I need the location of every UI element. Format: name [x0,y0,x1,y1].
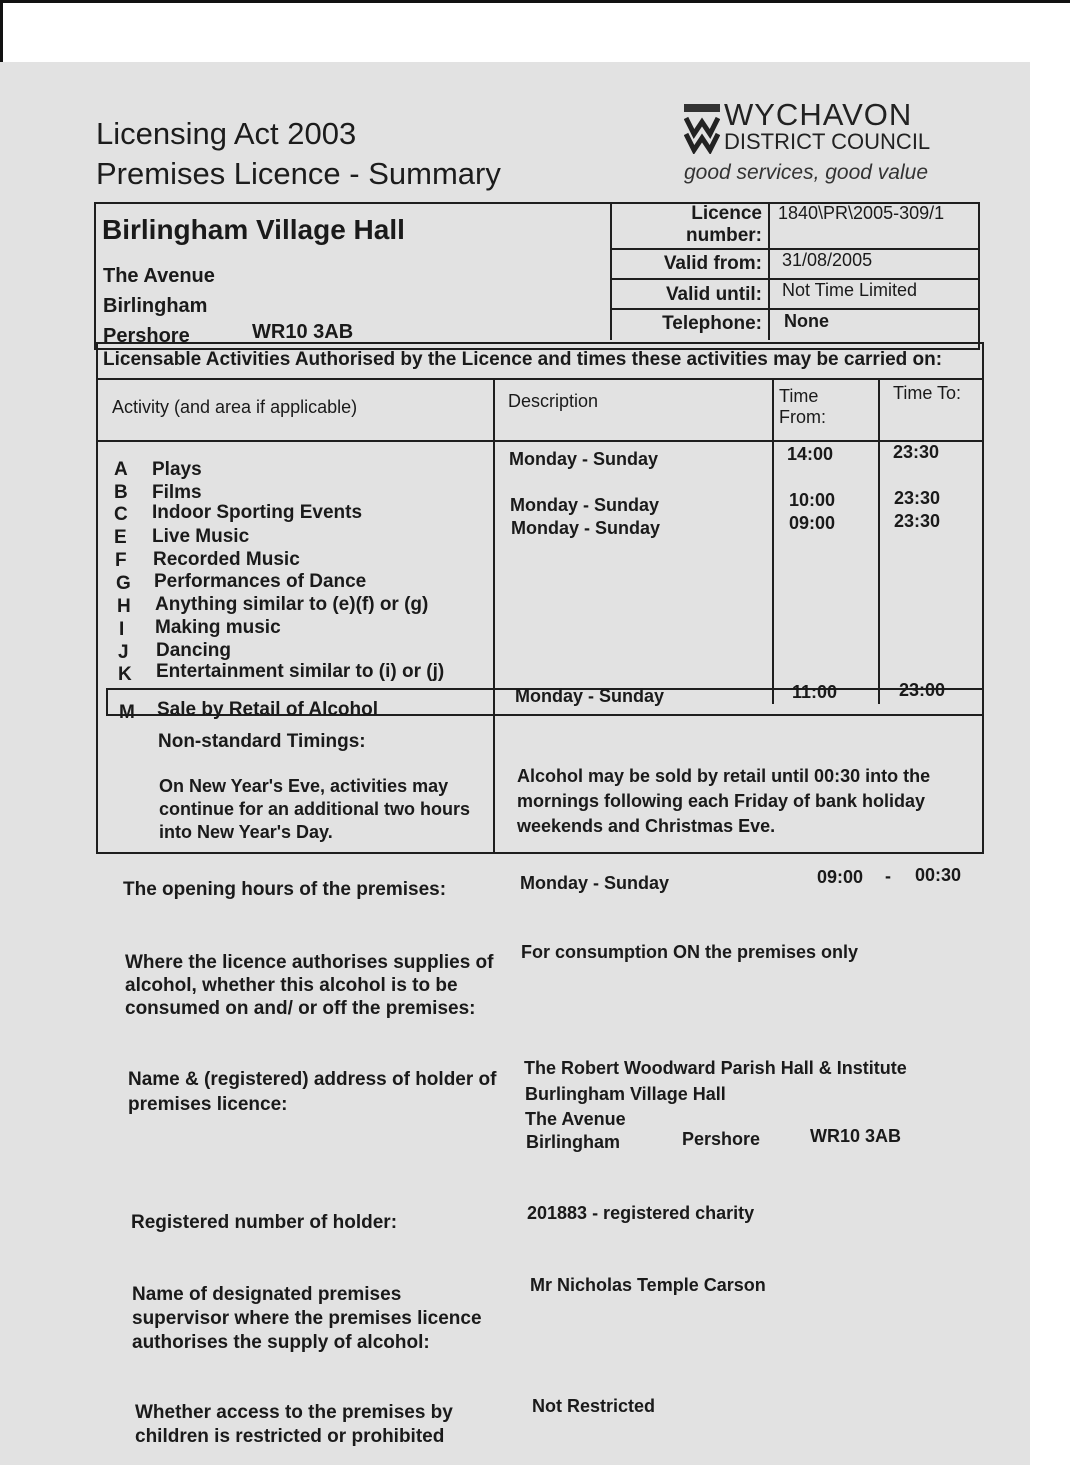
activity-code: I [119,619,125,640]
registered-number-value: 201883 - registered charity [527,1203,755,1223]
opening-hours-from: 09:00 [817,867,864,887]
activity-name: Anything similar to (e)(f) or (g) [155,594,429,615]
premises-address-line-1: The Avenue [103,265,215,287]
schedule-from: 10:00 [789,490,836,510]
council-tagline: good services, good value [684,161,928,184]
divider [106,688,108,716]
non-standard-activities-text: On New Year's Eve, activities may continue for an additional two hours into New Year's Day. [159,776,470,842]
schedule-from: 09:00 [789,513,836,533]
premises-address-line-2: Birlingham [103,295,208,317]
activity-code: C [114,504,128,525]
schedule-to: 23:30 [893,442,940,462]
opening-hours-label: The opening hours of the premises: [123,879,447,900]
alcohol-supply-label: Where the licence authorises supplies of alcohol, whether this alcohol is to be consumed on and/ or off the premises: [125,952,494,1019]
col-time-from-line-2: From: [779,407,826,427]
non-standard-alcohol-text: Alcohol may be sold by retail until 00:30 into the mornings following each Friday of bank holiday weekends and Christmas Eve. [517,766,931,836]
children-access-value: Not Restricted [532,1396,656,1416]
scan-edge-left [0,0,3,62]
activity-name: Plays [152,459,202,480]
licence-number-label [612,203,762,247]
holder-town: Birlingham [526,1132,621,1152]
telephone-value: None [784,311,829,331]
activities-heading: Licensable Activities Authorised by the Licence and times these activities may be carried on: [103,349,943,370]
council-emblem-icon [684,104,720,154]
divider [772,378,774,704]
schedule-from: 14:00 [787,444,834,464]
dps-label: Name of designated premises supervisor where the premises licence authorises the supply of alcohol: [132,1284,482,1353]
licence-number-label-line-2: number: [686,225,762,246]
col-time-from-line-1: Time [779,386,819,406]
alcohol-code: M [119,702,135,723]
opening-hours-days: Monday - Sunday [520,873,670,893]
col-time-to-header: Time To: [893,383,962,403]
title-line-2: Premises Licence - Summary [96,156,501,191]
divider [878,378,880,704]
alcohol-description: Monday - Sunday [515,686,665,706]
holder-address-line-2: Burlingham Village Hall [525,1084,726,1104]
telephone-label: Telephone: [662,313,762,334]
activity-name: Films [152,482,202,503]
licence-number: 1840\PR\2005-309/1 [778,203,945,223]
schedule-to: 23:30 [894,511,941,531]
non-standard-heading: Non-standard Timings: [158,731,366,752]
children-access-label: Whether access to the premises by children is restricted or prohibited [135,1402,453,1447]
activity-name: Live Music [152,526,250,547]
col-time-from-header [779,386,826,428]
activity-code: E [114,527,127,548]
valid-from-value: 31/08/2005 [782,250,873,270]
divider [768,202,770,340]
activity-name: Dancing [156,640,231,661]
council-name: WYCHAVON [724,97,913,132]
divider [610,308,980,310]
schedule-description: Monday - Sunday [510,495,660,515]
activity-name: Indoor Sporting Events [152,502,363,523]
schedule-description: Monday - Sunday [511,518,661,538]
dps-value: Mr Nicholas Temple Carson [530,1275,766,1295]
col-activity-header: Activity (and area if applicable) [112,397,358,417]
alcohol-supply-value: For consumption ON the premises only [521,942,859,962]
activity-code: B [114,482,128,503]
valid-until-label: Valid until: [665,284,762,305]
divider [96,378,984,380]
activity-name: Recorded Music [153,549,300,570]
valid-until-value: Not Time Limited [782,280,918,300]
title-line-1: Licensing Act 2003 [96,116,357,151]
registered-number-label: Registered number of holder: [131,1212,398,1233]
premises-name: Birlingham Village Hall [102,214,405,245]
licence-number-label-line-1: Licence [691,203,762,224]
holder-label: Name & (registered) address of holder of premises licence: [128,1069,497,1115]
opening-hours-to: 00:30 [915,865,962,885]
holder-address-line-3: The Avenue [525,1109,626,1129]
activity-code: J [118,642,129,663]
scan-edge-top [0,0,1070,3]
activity-name: Entertainment similar to (i) or (j) [156,661,445,682]
schedule-to: 23:30 [894,488,941,508]
council-logo [684,97,974,184]
activity-code: G [116,573,131,594]
activity-code: F [115,550,127,571]
alcohol-from: 11:00 [792,682,838,702]
activity-name: Performances of Dance [154,571,367,592]
activity-code: K [118,664,132,685]
activity-code: H [117,596,131,617]
document-title [96,114,501,194]
premises-postcode: WR10 3AB [252,321,354,343]
activity-code: A [114,459,128,480]
council-subtitle: DISTRICT COUNCIL [724,129,931,154]
activity-name: Making music [155,617,281,638]
alcohol-activity: Sale by Retail of Alcohol [157,699,379,720]
holder-postcode: WR10 3AB [810,1126,902,1146]
col-description-header: Description [508,391,599,411]
holder-name: The Robert Woodward Parish Hall & Institute [524,1058,907,1078]
premises-town: Pershore [103,325,190,347]
alcohol-to: 23:00 [899,680,946,700]
valid-from-label: Valid from: [663,253,762,274]
divider [96,440,984,442]
schedule-description: Monday - Sunday [509,449,659,469]
holder-county: Pershore [682,1129,761,1149]
opening-hours-separator: - [885,866,891,886]
